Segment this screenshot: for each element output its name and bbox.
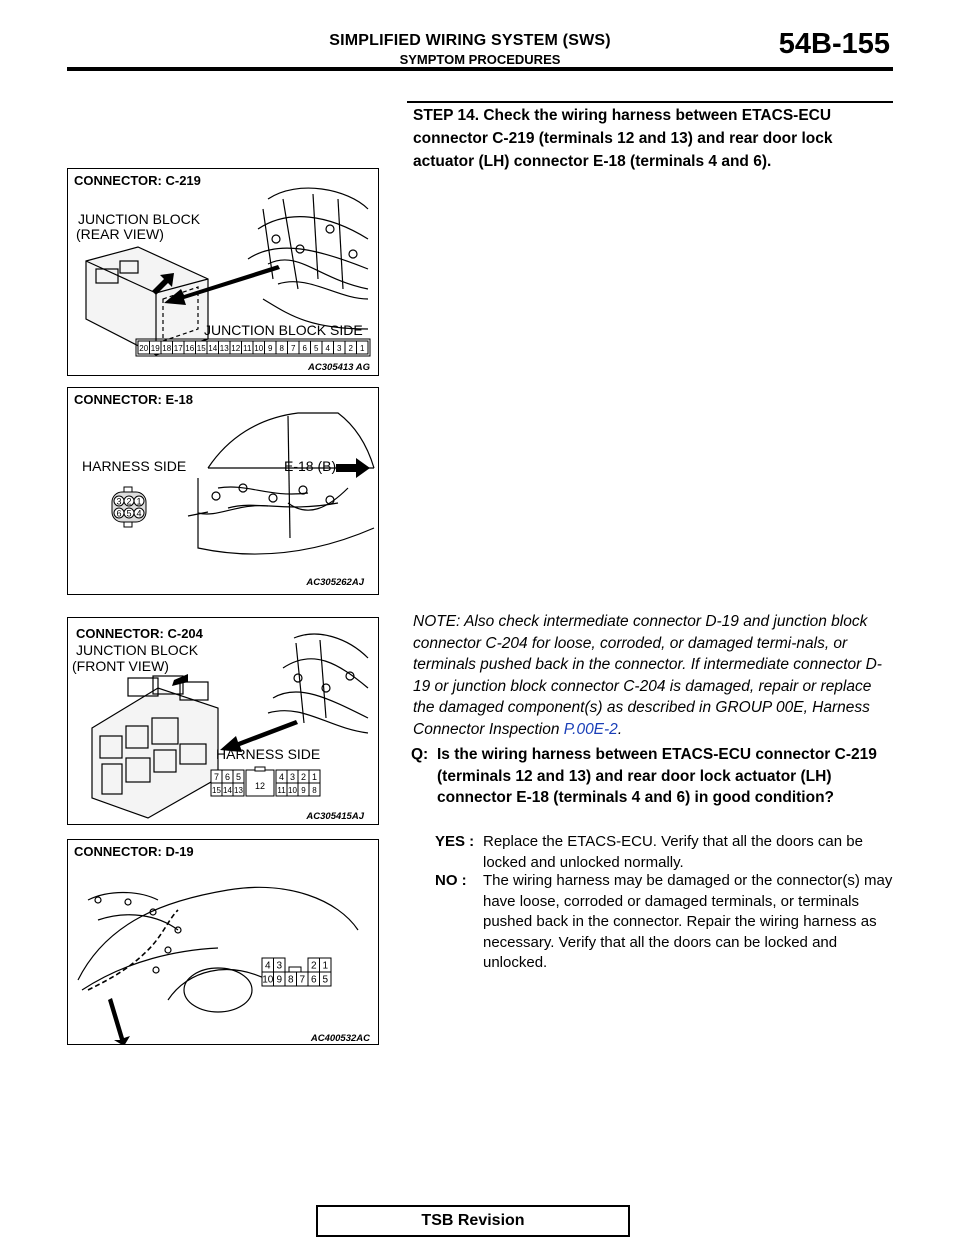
pin-label: 1 — [136, 496, 142, 507]
pin-label: 14 — [208, 344, 218, 353]
figure-code: AC305413 AG — [308, 362, 370, 373]
junction-block-illustration — [68, 169, 378, 375]
yes-text: Replace the ETACS-ECU. Verify that all the doors can be locked and unlocked normally. — [483, 833, 863, 871]
pin-label: 4 — [278, 772, 285, 782]
pin-label: 10 — [288, 786, 297, 795]
pin-label: 13 — [234, 786, 243, 795]
step-rule — [407, 101, 893, 103]
pin-label: 18 — [162, 344, 172, 353]
pin-label: 12 — [254, 781, 266, 791]
figure-connector-e18 — [67, 387, 379, 595]
figure-connector-d19 — [67, 839, 379, 1045]
figure-connector-c219 — [67, 168, 379, 376]
figure-code: AC305415AJ — [306, 811, 364, 822]
callout-label: E-18 (B) — [284, 458, 337, 474]
pin-label: 7 — [299, 974, 306, 986]
pin-label: 6 — [302, 344, 307, 353]
no-label: NO : — [435, 872, 467, 889]
pin-label: 2 — [300, 772, 307, 782]
inspection-link[interactable]: P.00E-2 — [563, 720, 618, 738]
pin-label: 2 — [126, 496, 132, 507]
header-rule — [67, 67, 893, 71]
pin-label: 20 — [139, 344, 149, 353]
pin-label: 11 — [243, 344, 252, 353]
pin-label: 9 — [301, 786, 306, 795]
section-subtitle: SYMPTOM PROCEDURES — [399, 52, 561, 67]
pin-label: 3 — [116, 496, 122, 507]
c219-pin-strip — [136, 339, 370, 356]
pin-label: 1 — [322, 960, 329, 972]
pin-label: 10 — [254, 344, 264, 353]
c204-connector-face — [211, 767, 320, 796]
side-label: HARNESS SIDE — [82, 458, 187, 474]
pin-label: 16 — [185, 344, 195, 353]
pin-label: 8 — [287, 974, 294, 986]
note-text: NOTE: Also check intermediate connector D-19 and junction block connector C-204 for loose, corroded, or damaged termi-nals, or terminals pushed back in the connector. If intermediate connector D-19 or junction block connector C-204 is damaged, repair or replace the damaged component(s) as described in GROUP 00E, Harness Connector Inspection — [413, 613, 882, 738]
no-text: The wiring harness may be damaged or the connector(s) may have loose, corroded or damaged terminals, or terminals pushed back in the connector. Repair the wiring harness as necessary. Verify that all the doors can be locked and unlocked. — [483, 872, 893, 971]
question-label: Q: — [411, 746, 429, 763]
connector-label: CONNECTOR: D-19 — [74, 844, 194, 859]
step-heading: STEP 14. Check the wiring harness between ETACS-ECU connector C-219 (terminals 12 and 13) and rear door lock actuator (LH) connector E-18 (terminals 4 and 6). — [413, 107, 833, 170]
pin-label: 5 — [322, 974, 329, 986]
question-text: Is the wiring harness between ETACS-ECU connector C-219 (terminals 12 and 13) and rear door lock actuator (LH) connector E-18 (terminals 4 and 6) in good condition? — [437, 746, 877, 806]
pin-label: 6 — [310, 974, 317, 986]
pin-label: 9 — [276, 974, 283, 986]
e18-connector-face — [112, 487, 146, 527]
pin-label: 6 — [116, 508, 122, 519]
pin-label: 13 — [219, 344, 229, 353]
figure-code: AC400532AC — [310, 1033, 370, 1044]
yes-label: YES : — [435, 833, 475, 850]
note-end: . — [617, 720, 623, 738]
pin-label: 19 — [150, 344, 160, 353]
junction-block-label: JUNCTION BLOCK — [78, 211, 201, 227]
pin-label: 6 — [224, 772, 231, 782]
figure-code: AC305262AJ — [306, 577, 364, 588]
pin-label: 1 — [360, 344, 365, 353]
vehicle-floor-illustration — [68, 840, 378, 1044]
pin-label: 15 — [212, 786, 221, 795]
pin-label: 4 — [136, 508, 142, 519]
pin-label: 7 — [213, 772, 220, 782]
side-label: JUNCTION BLOCK SIDE — [204, 322, 363, 338]
pin-label: 15 — [196, 344, 206, 353]
page-number: 54B-155 — [778, 28, 890, 60]
pin-label: 5 — [235, 772, 242, 782]
pin-label: 4 — [325, 344, 330, 353]
figure-connector-c204 — [67, 617, 379, 825]
pin-label: 14 — [223, 786, 232, 795]
d19-connector-face — [262, 958, 331, 986]
tsb-revision-footer: TSB Revision — [316, 1205, 630, 1237]
pin-label: 10 — [262, 974, 274, 986]
pin-label: 2 — [348, 344, 353, 353]
pin-label: 17 — [173, 344, 183, 353]
note-paragraph — [413, 611, 893, 740]
pin-label: 11 — [277, 786, 286, 795]
section-title: SIMPLIFIED WIRING SYSTEM (SWS) — [329, 32, 611, 49]
pin-label: 3 — [337, 344, 342, 353]
pin-label: 3 — [289, 772, 296, 782]
pin-label: 2 — [310, 960, 317, 972]
view-label: (FRONT VIEW) — [72, 658, 169, 674]
rear-door-illustration — [68, 388, 378, 594]
side-label: HARNESS SIDE — [216, 746, 321, 762]
pin-label: 12 — [231, 344, 241, 353]
connector-label: CONNECTOR: E-18 — [74, 392, 193, 407]
pin-label: 5 — [126, 508, 132, 519]
pin-label: 1 — [311, 772, 318, 782]
connector-label: CONNECTOR: C-204 — [76, 626, 203, 641]
pin-label: 8 — [312, 786, 317, 795]
pin-label: 3 — [276, 960, 283, 972]
pin-label: 7 — [291, 344, 296, 353]
view-label: (REAR VIEW) — [76, 226, 164, 242]
pin-label: 5 — [314, 344, 319, 353]
connector-label: CONNECTOR: C-219 — [74, 173, 201, 188]
pin-label: 8 — [279, 344, 284, 353]
junction-block-label: JUNCTION BLOCK — [76, 642, 199, 658]
pin-label: 4 — [264, 960, 271, 972]
pin-label: 9 — [268, 344, 273, 353]
